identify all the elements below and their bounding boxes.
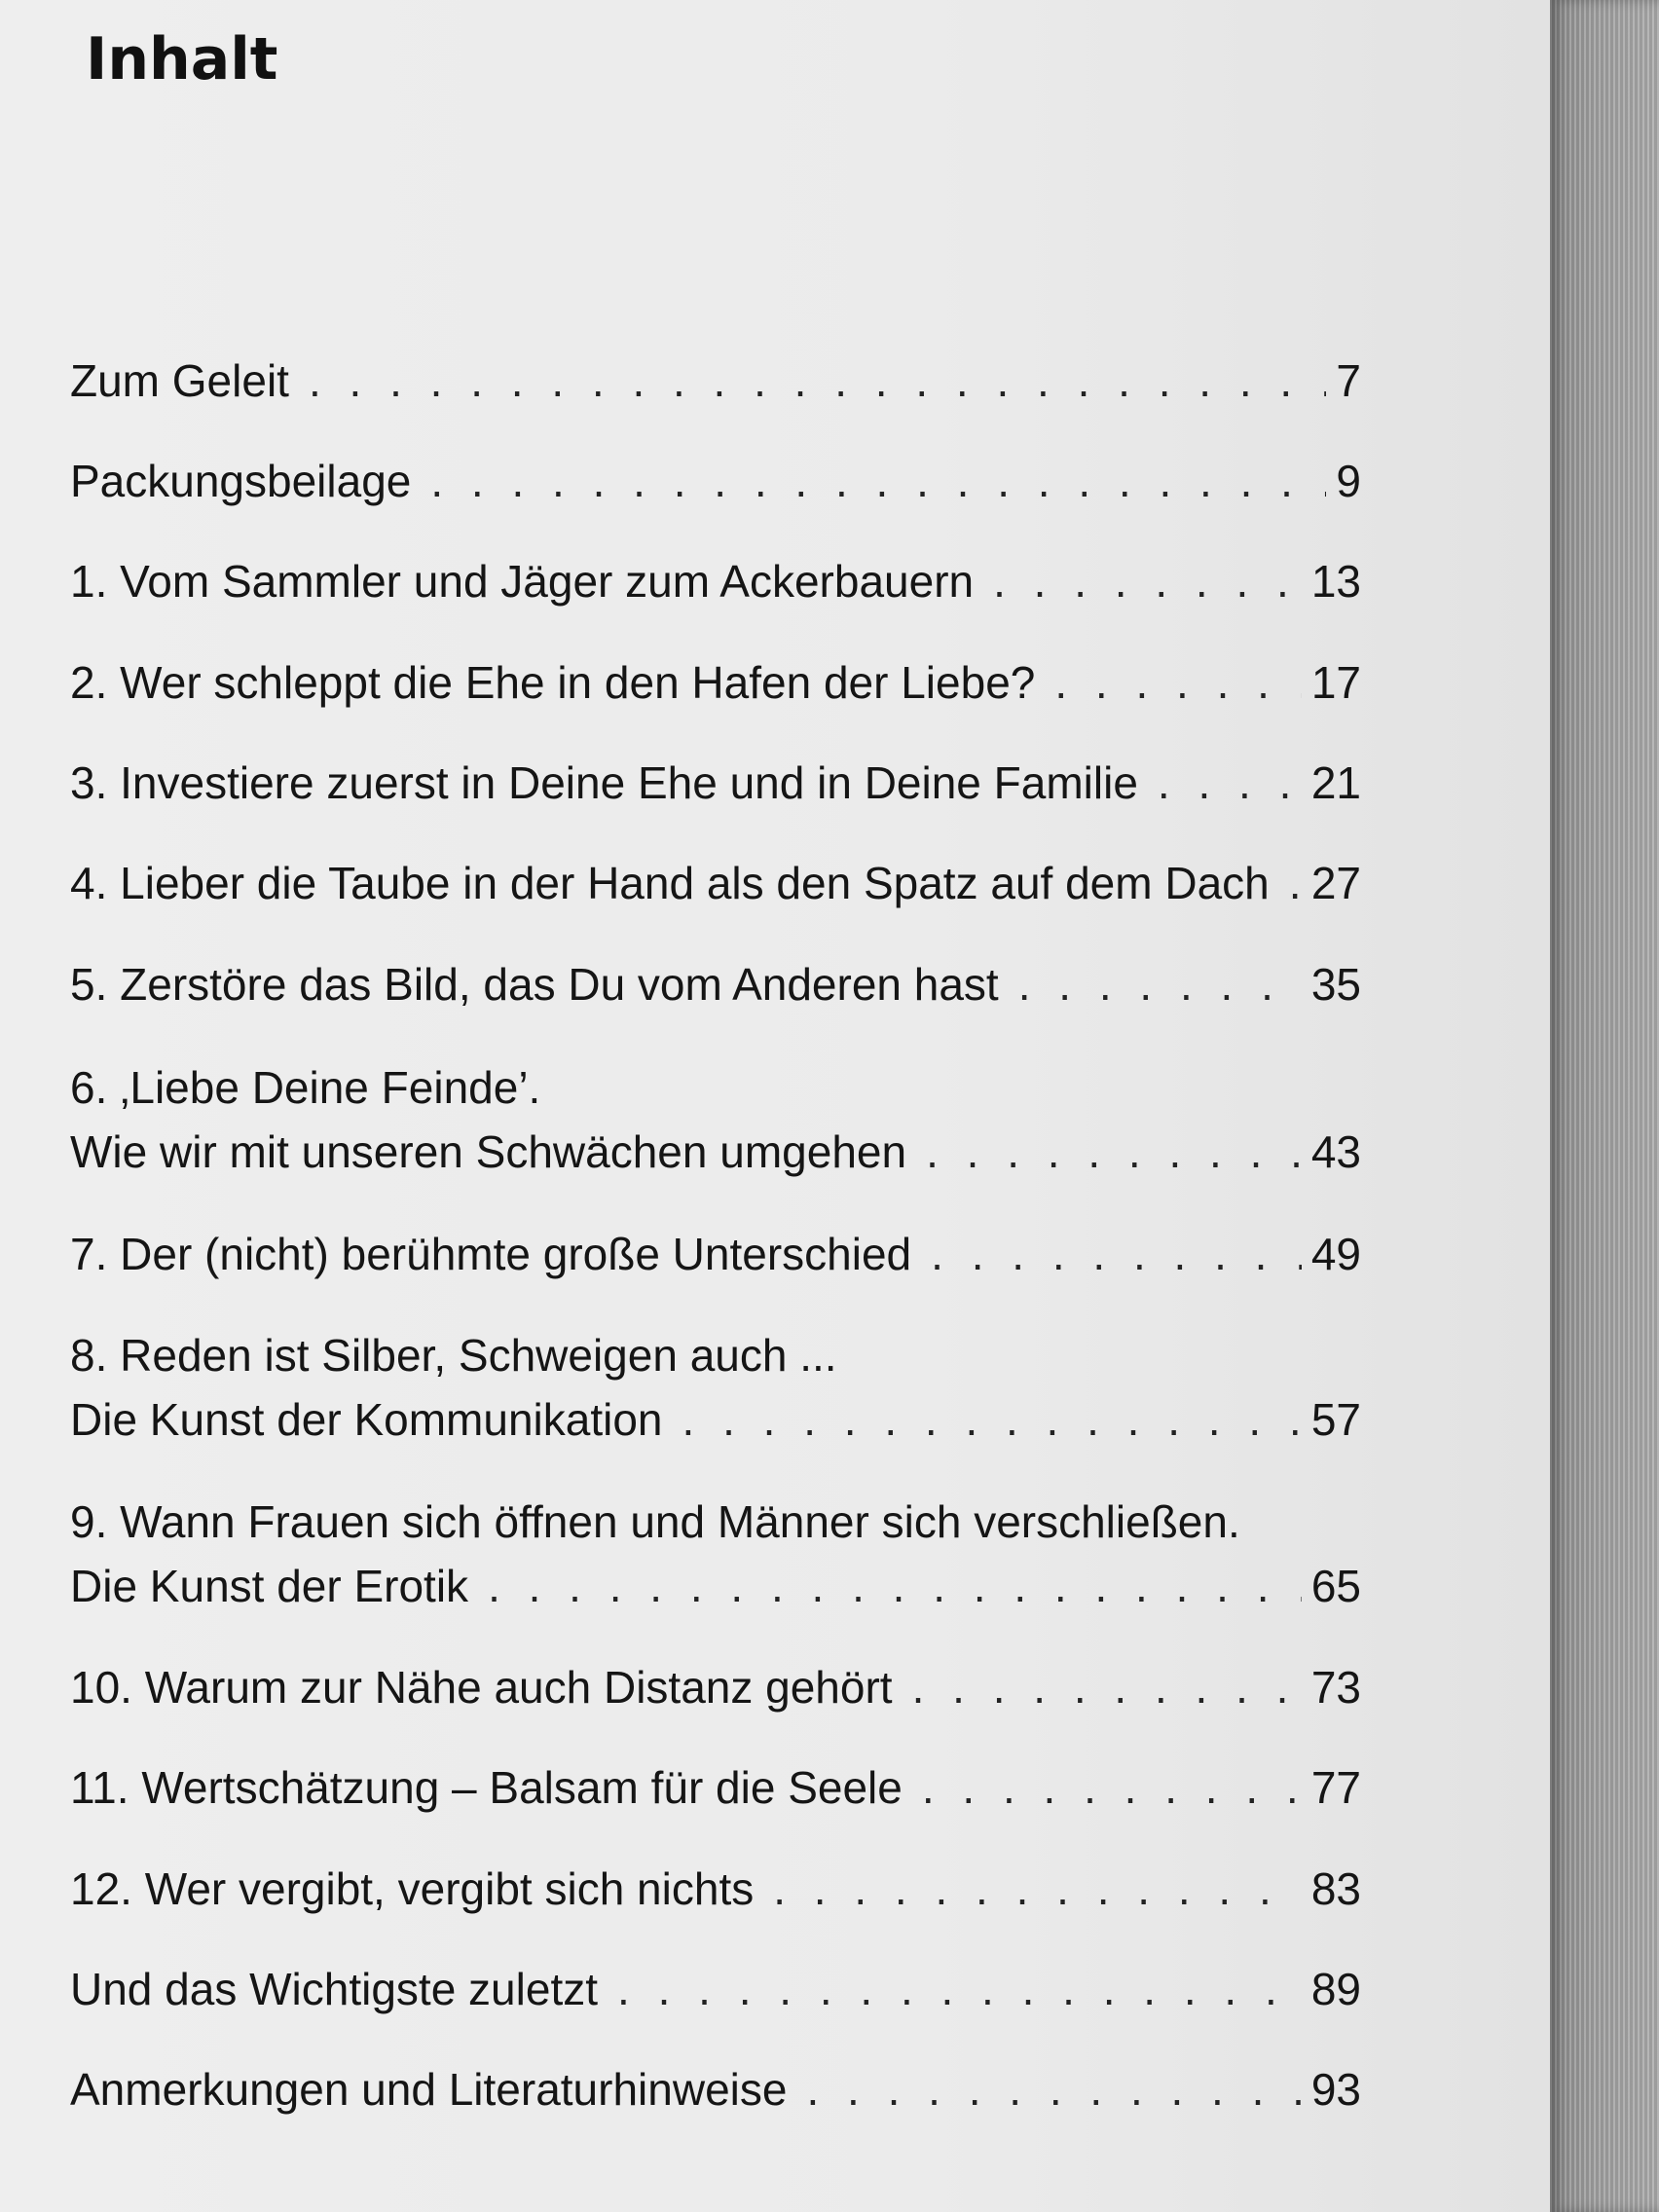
toc-entry-title: Anmerkungen und Literaturhinweise bbox=[70, 2064, 788, 2115]
toc-entry-packungsbeilage bbox=[70, 449, 1361, 513]
toc-entry-title: Die Kunst der Erotik bbox=[70, 1561, 469, 1611]
toc-entry-title: Zum Geleit bbox=[70, 355, 289, 406]
dot-leader bbox=[931, 1222, 1302, 1286]
toc-entry-title-line1: 8. Reden ist Silber, Schweigen auch ... bbox=[70, 1330, 837, 1381]
toc-entry-und-das-wichtigste-zuletzt bbox=[70, 1957, 1361, 2021]
toc-entry-line bbox=[70, 1957, 1361, 2021]
toc-entry-line bbox=[70, 952, 1361, 1016]
toc-entry-chapter-8 bbox=[70, 1323, 1361, 1452]
toc-entry-chapter-2 bbox=[70, 650, 1361, 715]
toc-entry-page: 9 bbox=[1336, 456, 1361, 506]
dot-leader bbox=[926, 1120, 1302, 1184]
toc-entry-title: Und das Wichtigste zuletzt bbox=[70, 1964, 599, 2014]
toc-entry-line bbox=[70, 549, 1361, 613]
toc-entry-page: 7 bbox=[1336, 355, 1361, 406]
toc-entry-page: 57 bbox=[1310, 1394, 1361, 1445]
toc-entry-page: 49 bbox=[1310, 1229, 1361, 1279]
dot-leader bbox=[1289, 851, 1302, 915]
toc-entry-title: Wie wir mit unseren Schwächen umgehen bbox=[70, 1126, 907, 1177]
toc-entry-chapter-12 bbox=[70, 1857, 1361, 1921]
toc-entry-line bbox=[70, 650, 1361, 715]
toc-entry-title: 11. Wertschätzung – Balsam für die Seele bbox=[70, 1762, 903, 1813]
dot-leader bbox=[430, 449, 1326, 513]
toc-entry-title: 2. Wer schleppt die Ehe in den Hafen der Liebe? bbox=[70, 657, 1036, 708]
toc-entry-title: 10. Warum zur Nähe auch Distanz gehört bbox=[70, 1662, 893, 1713]
dot-leader bbox=[912, 1655, 1302, 1719]
toc-entry-line bbox=[70, 1120, 1361, 1184]
toc-entry-page: 93 bbox=[1310, 2064, 1361, 2115]
dot-leader bbox=[993, 549, 1302, 613]
toc-entry-chapter-7 bbox=[70, 1222, 1361, 1286]
toc-entry-title: 5. Zerstöre das Bild, das Du vom Anderen hast bbox=[70, 959, 999, 1010]
toc-entry-title-line1: 9. Wann Frauen sich öffnen und Männer sich verschließen. bbox=[70, 1496, 1240, 1547]
toc-entry-chapter-6 bbox=[70, 1055, 1361, 1184]
toc-entry-line bbox=[70, 449, 1361, 513]
toc-entry-chapter-11 bbox=[70, 1755, 1361, 1820]
toc-entry-zum-geleit bbox=[70, 349, 1361, 413]
dot-leader bbox=[1018, 952, 1302, 1016]
toc-entry-title: 12. Wer vergibt, vergibt sich nichts bbox=[70, 1863, 755, 1914]
toc-entry-page: 43 bbox=[1310, 1126, 1361, 1177]
toc-entry-line bbox=[70, 2057, 1361, 2121]
toc-entry-chapter-1 bbox=[70, 549, 1361, 613]
toc-entry-line bbox=[70, 1387, 1361, 1452]
toc-entry-line bbox=[70, 349, 1361, 413]
dot-leader bbox=[773, 1857, 1302, 1921]
toc-entry-page: 77 bbox=[1310, 1762, 1361, 1813]
dot-leader bbox=[682, 1387, 1302, 1452]
toc-entry-line bbox=[70, 1655, 1361, 1719]
toc-entry-title: 3. Investiere zuerst in Deine Ehe und in Deine Familie bbox=[70, 757, 1138, 808]
toc-entry-page: 65 bbox=[1310, 1561, 1361, 1611]
toc-entry-title-line1: 6. ‚Liebe Deine Feinde’. bbox=[70, 1062, 541, 1113]
toc-entry-line bbox=[70, 851, 1361, 915]
toc-entry-chapter-10 bbox=[70, 1655, 1361, 1719]
toc-entry-page: 21 bbox=[1310, 757, 1361, 808]
toc-entry-page: 73 bbox=[1310, 1662, 1361, 1713]
dot-leader bbox=[488, 1554, 1302, 1618]
toc-entry-page: 83 bbox=[1310, 1863, 1361, 1914]
toc-entry-anmerkungen bbox=[70, 2057, 1361, 2121]
toc-entry-page: 89 bbox=[1310, 1964, 1361, 2014]
dot-leader bbox=[309, 349, 1326, 413]
toc-entry-line bbox=[70, 1222, 1361, 1286]
toc-entry-page: 13 bbox=[1310, 556, 1361, 607]
toc-entry-page: 17 bbox=[1310, 657, 1361, 708]
toc-entry-line bbox=[70, 1755, 1361, 1820]
toc-entry-title: Die Kunst der Kommunikation bbox=[70, 1394, 663, 1445]
page-edge bbox=[1550, 0, 1659, 2212]
toc-entry-line bbox=[70, 1857, 1361, 1921]
toc-entry-title: 4. Lieber die Taube in der Hand als den Spatz auf dem Dach bbox=[70, 858, 1270, 908]
toc-entry-title: 7. Der (nicht) berühmte große Unterschied bbox=[70, 1229, 912, 1279]
toc-entry-title: 1. Vom Sammler und Jäger zum Ackerbauern bbox=[70, 556, 975, 607]
toc-entry-chapter-3 bbox=[70, 751, 1361, 815]
dot-leader bbox=[922, 1755, 1302, 1820]
dot-leader bbox=[617, 1957, 1302, 2021]
page-title: Inhalt bbox=[86, 25, 278, 93]
toc-entry-page: 35 bbox=[1310, 959, 1361, 1010]
toc-entry-page: 27 bbox=[1310, 858, 1361, 908]
dot-leader bbox=[1158, 751, 1302, 815]
toc-entry-line bbox=[70, 1554, 1361, 1618]
dot-leader bbox=[1054, 650, 1301, 715]
toc-entry-line bbox=[70, 751, 1361, 815]
toc-entry-chapter-5 bbox=[70, 952, 1361, 1016]
toc-entry-chapter-4 bbox=[70, 851, 1361, 915]
toc-entry-chapter-9 bbox=[70, 1490, 1361, 1618]
dot-leader bbox=[806, 2057, 1301, 2121]
toc-entry-title: Packungsbeilage bbox=[70, 456, 412, 506]
